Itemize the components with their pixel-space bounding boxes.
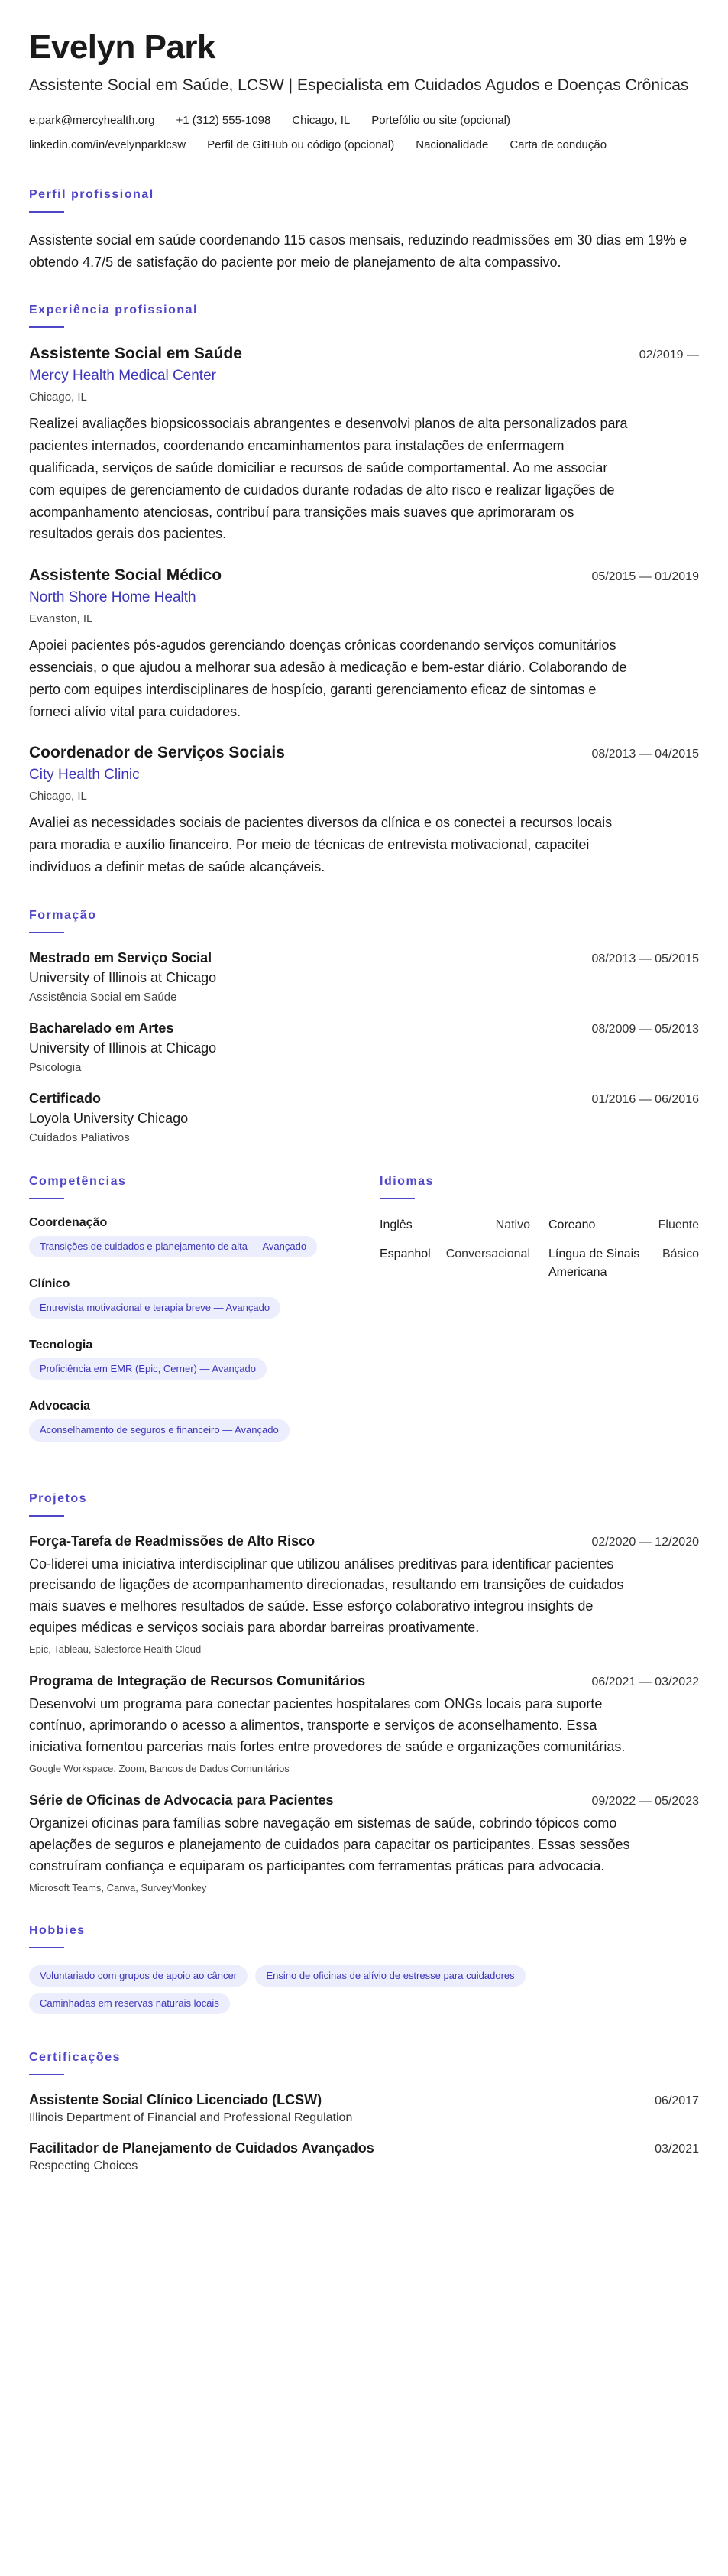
skill-group-name: Clínico: [29, 1277, 70, 1291]
education-entry: [29, 1020, 699, 1074]
project-tools: Epic, Tableau, Salesforce Health Cloud: [29, 1643, 202, 1656]
employer-name: Mercy Health Medical Center: [29, 368, 216, 384]
education-date: 08/2013 — 05/2015: [591, 952, 699, 965]
certification-name: Facilitador de Planejamento de Cuidados Avançados: [29, 2140, 374, 2156]
job-description: Avaliei as necessidades sociais de pacientes diversos da clínica e os conectei a recursos locais para moradia e auxílio financeiro. Por meio de técnicas de entrevista motivacional, capacitei indivíduos a definir metas de saúde alcançáveis.: [29, 815, 613, 875]
contact-email[interactable]: e.park@mercyhealth.org: [29, 113, 155, 127]
project-description: Co-liderei uma iniciativa interdisciplinar que utilizou análises preditivas para identificar pacientes precisando de ligações de acompanhamento direcionadas, resultando em transições de cuidados mais suaves e melhores resultados de saúde. Esse esforço colaborativo integrou insights de equipes médicas e serviços sociais para abordar barreiras proativamente.: [29, 1556, 624, 1636]
language-level: Fluente: [658, 1218, 699, 1231]
profile-section: [29, 188, 699, 274]
section-divider: [29, 2074, 64, 2075]
project-date: 06/2021 — 03/2022: [591, 1676, 699, 1689]
certification-entry: [29, 2092, 699, 2125]
section-title: Certificações: [29, 2050, 121, 2064]
job-title: Coordenador de Serviços Sociais: [29, 744, 285, 762]
hobby-list: [29, 1965, 699, 2020]
education-date: 08/2009 — 05/2013: [591, 1022, 699, 1036]
section-title: Formação: [29, 908, 97, 922]
contact-driving-license: Carta de condução: [510, 138, 607, 151]
job-description: Apoiei pacientes pós-agudos gerenciando doenças crônicas coordenando serviços comunitários essenciais, o que ajudou a melhorar sua adesão à medicação e bem-estar diário. Colaborando de perto com equipes interdisciplinares de hospício, garanti gerenciamento eficaz de sintomas e forneci alívio vital para cuidadores.: [29, 638, 627, 719]
job-location: Chicago, IL: [29, 790, 87, 803]
project-tools: Microsoft Teams, Canva, SurveyMonkey: [29, 1881, 207, 1893]
job-description: Realizei avaliações biopsicossociais abrangentes e desenvolvi planos de alta personalizados para pacientes internados, coordenando encaminhamentos para instalações de enfermagem qualificada, serviços de saúde domiciliar e recursos de saúde comportamental. Ao me associar com equipes de gerenciamento de cuidados durante rodadas de alto risco e realizar ligações de acompanhamento atenciosas, contribuí para transições mais suaves que aprimoraram os resultados gerais dos pacientes.: [29, 416, 628, 542]
certification-name: Assistente Social Clínico Licenciado (LCSW): [29, 2091, 322, 2107]
degree-title: Bacharelado em Artes: [29, 1020, 174, 1036]
language-name: Inglês: [380, 1218, 413, 1231]
hobbies-section: [29, 1924, 699, 2020]
language-name: Espanhol: [380, 1247, 431, 1260]
section-title: Perfil profissional: [29, 187, 154, 201]
job-date: 08/2013 — 04/2015: [591, 748, 699, 761]
education-entry: [29, 950, 699, 1004]
section-title: Idiomas: [380, 1174, 434, 1188]
skill-group-name: Tecnologia: [29, 1338, 93, 1352]
project-entry: [29, 1792, 699, 1893]
project-description: Organizei oficinas para famílias sobre navegação em sistemas de saúde, cobrindo tópicos como apelações de seguros e planejamento de cuidados para capacitar os participantes. Essas sessões construíram confiança e equiparam os participantes com ferramentas práticas para advocacia.: [29, 1815, 630, 1874]
project-description: Desenvolvi um programa para conectar pacientes hospitalares com ONGs locais para suporte contínuo, aprimorando o acesso a alimentos, transporte e serviços de aconselhamento. Essa iniciativa fomentou parcerias mais fortes entre provedores de saúde e organizações comunitárias.: [29, 1696, 626, 1754]
section-divider: [29, 1198, 64, 1199]
employer-name: North Shore Home Health: [29, 589, 196, 606]
certification-date: 06/2017: [655, 2094, 699, 2107]
projects-section: [29, 1492, 699, 1893]
education-section: [29, 909, 699, 1144]
skill-tag: Entrevista motivacional e terapia breve — Avançado: [29, 1297, 280, 1319]
experience-entry: [29, 345, 699, 545]
section-divider: [380, 1198, 415, 1199]
skill-tag: Proficiência em EMR (Epic, Cerner) — Avançado: [29, 1358, 267, 1380]
language-name: Língua de Sinais Americana: [548, 1247, 640, 1279]
school-name: Loyola University Chicago: [29, 1110, 189, 1126]
language-level: Conversacional: [445, 1247, 530, 1260]
language-item: [380, 1245, 530, 1282]
project-name: Programa de Integração de Recursos Comunitários: [29, 1673, 366, 1689]
project-entry: [29, 1533, 699, 1656]
contact-linkedin[interactable]: linkedin.com/in/evelynparklcsw: [29, 138, 186, 151]
school-name: University of Illinois at Chicago: [29, 1040, 217, 1056]
contact-nationality: Nacionalidade: [416, 138, 489, 151]
contact-phone[interactable]: +1 (312) 555-1098: [176, 113, 271, 127]
headline: Assistente Social em Saúde, LCSW | Especialista em Cuidados Agudos e Doenças Crônicas: [29, 76, 689, 95]
hobby-tag: Voluntariado com grupos de apoio ao câncer: [29, 1965, 248, 1987]
project-entry: [29, 1673, 699, 1774]
language-list: [380, 1216, 699, 1282]
contact-portfolio[interactable]: Portefólio ou site (opcional): [371, 113, 510, 127]
skill-group-name: Advocacia: [29, 1400, 91, 1413]
education-entry: [29, 1091, 699, 1144]
language-item: [548, 1216, 699, 1234]
contact-github[interactable]: Perfil de GitHub ou código (opcional): [207, 138, 395, 151]
certification-issuer: Respecting Choices: [29, 2159, 138, 2172]
experience-entry: [29, 744, 699, 878]
certification-date: 03/2021: [655, 2142, 699, 2156]
skills-languages-row: [29, 1175, 699, 1462]
certification-issuer: Illinois Department of Financial and Professional Regulation: [29, 2110, 353, 2124]
project-tools: Google Workspace, Zoom, Bancos de Dados Comunitários: [29, 1762, 290, 1774]
field-of-study: Psicologia: [29, 1060, 82, 1074]
language-item: [548, 1245, 699, 1282]
contact-location: Chicago, IL: [292, 113, 351, 127]
section-divider: [29, 1947, 64, 1948]
skill-group: [29, 1400, 352, 1447]
project-name: Força-Tarefa de Readmissões de Alto Risco: [29, 1533, 315, 1549]
section-title: Competências: [29, 1174, 127, 1188]
section-divider: [29, 1515, 64, 1517]
skill-group: [29, 1338, 352, 1386]
job-date: 05/2015 — 01/2019: [591, 570, 699, 584]
education-date: 01/2016 — 06/2016: [591, 1092, 699, 1106]
degree-title: Certificado: [29, 1090, 102, 1106]
skill-group-name: Coordenação: [29, 1215, 108, 1229]
section-title: Experiência profissional: [29, 303, 198, 317]
degree-title: Mestrado em Serviço Social: [29, 949, 212, 965]
job-title: Assistente Social em Saúde: [29, 345, 242, 363]
employer-name: City Health Clinic: [29, 767, 140, 784]
contact-list: [29, 109, 699, 157]
hobby-tag: Ensino de oficinas de alívio de estresse para cuidadores: [255, 1965, 525, 1987]
job-location: Chicago, IL: [29, 391, 87, 404]
project-name: Série de Oficinas de Advocacia para Pacientes: [29, 1792, 334, 1808]
school-name: University of Illinois at Chicago: [29, 969, 217, 985]
language-name: Coreano: [548, 1218, 596, 1231]
languages-section: [380, 1175, 699, 1462]
job-location: Evanston, IL: [29, 612, 93, 626]
section-divider: [29, 932, 64, 933]
hobby-tag: Caminhadas em reservas naturais locais: [29, 1993, 230, 2014]
section-divider: [29, 211, 64, 213]
skill-group: [29, 1277, 352, 1325]
language-level: Nativo: [495, 1218, 530, 1231]
language-level: Básico: [662, 1247, 699, 1260]
certifications-section: [29, 2051, 699, 2173]
language-item: [380, 1216, 530, 1234]
certification-entry: [29, 2140, 699, 2173]
section-title: Projetos: [29, 1491, 88, 1505]
skills-section: [29, 1175, 352, 1462]
skill-tag: Aconselhamento de seguros e financeiro — Avançado: [29, 1419, 290, 1441]
skill-tag: Transições de cuidados e planejamento de alta — Avançado: [29, 1236, 317, 1257]
job-title: Assistente Social Médico: [29, 566, 222, 585]
job-date: 02/2019 —: [639, 349, 699, 362]
candidate-name: Evelyn Park: [29, 28, 215, 66]
resume-header: [29, 29, 699, 157]
section-title: Hobbies: [29, 1923, 86, 1937]
skill-group: [29, 1216, 352, 1264]
experience-section: [29, 303, 699, 878]
field-of-study: Cuidados Paliativos: [29, 1131, 130, 1144]
project-date: 02/2020 — 12/2020: [591, 1535, 699, 1549]
section-divider: [29, 326, 64, 328]
profile-summary: Assistente social em saúde coordenando 115 casos mensais, reduzindo readmissões em 30 dias em 19% e obtendo 4.7/5 de satisfação do paciente por meio de planejamento de alta compassivo.: [29, 232, 688, 270]
project-date: 09/2022 — 05/2023: [591, 1794, 699, 1808]
field-of-study: Assistência Social em Saúde: [29, 990, 177, 1004]
experience-entry: [29, 566, 699, 722]
